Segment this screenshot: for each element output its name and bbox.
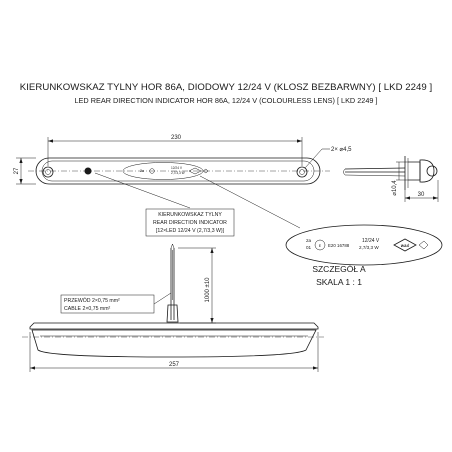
marking-voltage-mini: 12/24 V xyxy=(171,166,182,170)
detail-title: SZCZEGÓŁ A xyxy=(312,264,366,274)
marking-power-mini: 2,7/3,3 W xyxy=(171,171,185,175)
mounting-hole-right xyxy=(297,167,307,177)
led-dot xyxy=(85,168,92,175)
dim-side-dia-label: ⌀10,4 xyxy=(392,180,398,196)
dim-length xyxy=(48,135,302,166)
marking-code-mini: 2a xyxy=(140,169,144,173)
dim-cable-length-label: 1000 ±10 xyxy=(205,277,211,303)
dim-total-length-label: 257 xyxy=(168,362,180,368)
detail-a xyxy=(286,225,442,265)
side-view xyxy=(344,156,439,202)
front-view xyxy=(28,158,330,184)
dim-length-label: 230 xyxy=(170,135,182,141)
cable-label-en: CABLE 2×0,75 mm² xyxy=(64,306,111,312)
detail-scale: SKALA 1 : 1 xyxy=(316,277,362,287)
dim-height-label: 27 xyxy=(14,167,20,175)
indicator-callout xyxy=(95,173,234,236)
lens-code-bottom: 01 xyxy=(306,245,312,250)
svg-text:E: E xyxy=(318,243,322,248)
lens-code-top: 2a xyxy=(306,238,312,243)
callout-line3: [12×LED 12/24 V (2,7/3,3 W)] xyxy=(155,228,225,234)
lens-power: 2,7/3,3 W xyxy=(359,245,379,250)
dim-holes-label: 2× ⌀4,5 xyxy=(331,147,352,153)
dim-side-depth-label: 30 xyxy=(417,192,425,198)
callout-line2: REAR DIRECTION INDICATOR xyxy=(153,220,227,226)
drawing-title-en: LED REAR DIRECTION INDICATOR HOR 86A, 12/24 V (COLOURLESS LENS) [ LKD 2249 ] xyxy=(74,96,378,105)
lens-approval: E20 16788 xyxy=(328,243,350,248)
cable-label-pl: PRZEWÓD 2×0,75 mm² xyxy=(64,298,120,304)
drawing-title-pl: KIERUNKOWSKAZ TYLNY HOR 86A, DIODOWY 12/24 V (KLOSZ BEZBARWNY) [ LKD 2249 ] xyxy=(19,82,433,93)
lens-voltage: 12/24 V xyxy=(362,238,380,244)
bottom-view xyxy=(22,244,324,372)
callout-line1: KIERUNKOWSKAZ TYLNY xyxy=(158,212,222,218)
lens-logo: WAŚ xyxy=(400,244,410,248)
mounting-hole-left xyxy=(43,167,53,177)
